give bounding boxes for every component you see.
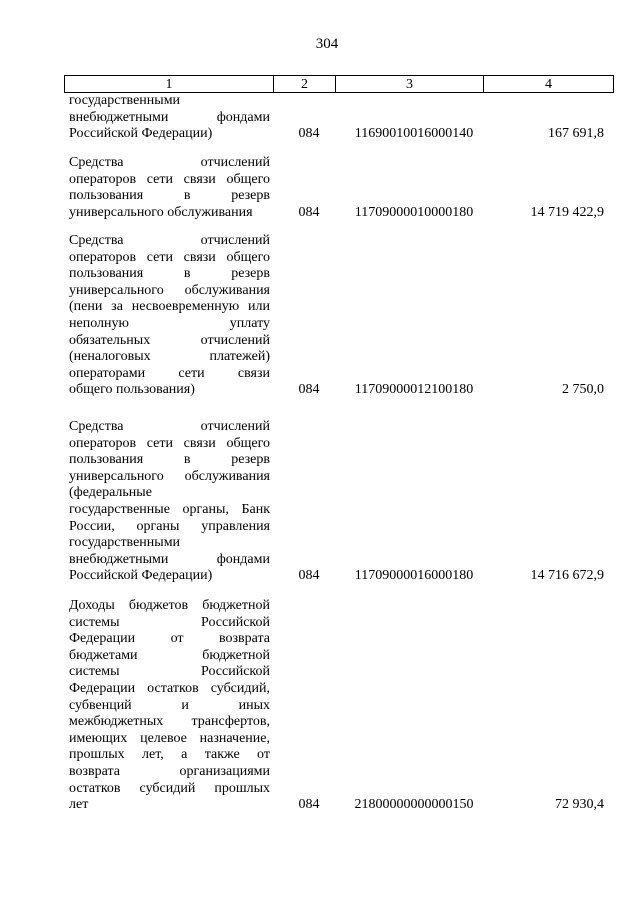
description-line: Федерации остатков субсидий,	[69, 680, 270, 696]
description-line: государственные органы, Банк	[69, 501, 270, 517]
admin-code: 084	[298, 568, 320, 584]
amount: 14 719 422,9	[530, 204, 604, 220]
description-line: системы Российской	[69, 614, 270, 630]
description-line: пользования в резерв	[69, 188, 270, 204]
admin-code: 084	[298, 382, 320, 398]
description-line: операторами сети связи	[69, 365, 270, 381]
description-line: универсального обслуживания	[69, 204, 253, 220]
budget-classification-code: 21800000000000150	[354, 797, 474, 813]
description-line: внебюджетными фондами	[69, 109, 270, 125]
description-line: пользования в резерв	[69, 452, 270, 468]
column-header-row	[64, 75, 614, 93]
description-line: России, органы управления	[69, 518, 270, 534]
description-line: обязательных отчислений	[69, 332, 270, 348]
column-header-2: 2	[274, 76, 336, 93]
budget-classification-code: 11690010016000140	[354, 126, 474, 142]
admin-code: 084	[298, 126, 320, 142]
description-line: операторов сети связи общего	[69, 435, 270, 451]
column-header-4: 4	[484, 76, 614, 93]
description-line: (неналоговых платежей)	[69, 349, 270, 365]
description-line: Средства отчислений	[69, 155, 270, 170]
row-description	[69, 93, 270, 143]
description-line: Средства отчислений	[69, 419, 270, 434]
description-line: межбюджетных трансфертов,	[69, 714, 270, 730]
budget-classification-code: 11709000010000180	[354, 204, 474, 220]
description-line: (федеральные	[69, 485, 152, 501]
row-description	[69, 598, 270, 814]
description-line: остатков субсидий прошлых	[69, 780, 270, 796]
description-line: государственными	[69, 535, 181, 551]
description-line: операторов сети связи общего	[69, 171, 270, 187]
description-line: внебюджетными фондами	[69, 551, 270, 567]
description-line: прошлых лет, а также от	[69, 747, 270, 763]
row-description	[69, 419, 270, 585]
description-line: имеющих целевое назначение,	[69, 730, 270, 746]
row-description	[69, 155, 270, 221]
description-line: неполную уплату	[69, 315, 270, 331]
admin-code: 084	[298, 204, 320, 220]
description-line: универсального обслуживания	[69, 282, 270, 298]
description-line: общего пользования)	[69, 382, 195, 398]
row-description	[69, 233, 270, 399]
column-header-3: 3	[336, 76, 484, 93]
description-line: Доходы бюджетов бюджетной	[69, 598, 270, 613]
admin-code: 084	[298, 797, 320, 813]
description-line: (пени за несвоевременную или	[69, 299, 270, 315]
description-line: лет	[69, 797, 89, 813]
description-line: бюджетами бюджетной	[69, 647, 270, 663]
description-line: операторов сети связи общего	[69, 249, 270, 265]
amount: 167 691,8	[548, 126, 604, 142]
page-number: 304	[315, 36, 339, 52]
description-line: Федерации от возврата	[69, 631, 270, 647]
description-line: универсального обслуживания	[69, 468, 270, 484]
description-line: возврата организациями	[69, 763, 270, 779]
amount: 14 716 672,9	[530, 568, 604, 584]
description-line: Российской Федерации)	[69, 126, 213, 142]
budget-classification-code: 11709000012100180	[354, 382, 474, 398]
description-line: Российской Федерации)	[69, 568, 213, 584]
amount: 72 930,4	[555, 797, 604, 813]
budget-classification-code: 11709000016000180	[354, 568, 474, 584]
description-line: пользования в резерв	[69, 266, 270, 282]
description-line: системы Российской	[69, 664, 270, 680]
description-line: государственными	[69, 93, 181, 108]
description-line: субвенций и иных	[69, 697, 270, 713]
description-line: Средства отчислений	[69, 233, 270, 248]
amount: 2 750,0	[562, 382, 604, 398]
column-header-1: 1	[65, 76, 274, 93]
